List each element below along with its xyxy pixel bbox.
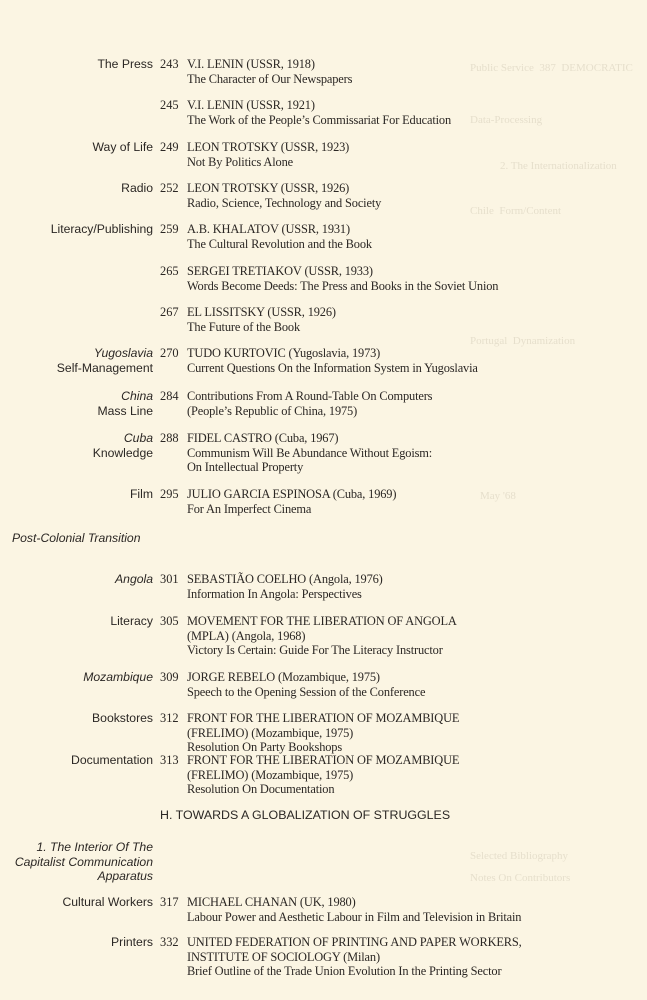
author-line: (MPLA) (Angola, 1968) — [187, 628, 306, 643]
author-line: (FRELIMO) (Mozambique, 1975) — [187, 725, 354, 740]
topic-sublabel: Knowledge — [92, 445, 153, 460]
page-number: 332 — [160, 935, 179, 949]
author-line: JORGE REBELO (Mozambique, 1975) — [187, 670, 380, 684]
page-number: 259 — [160, 222, 179, 236]
bleed-through-text: Notes On Contributors — [470, 872, 571, 884]
page-number: 243 — [160, 57, 179, 71]
bleed-through-text: Chile Form/Content — [470, 205, 562, 217]
page-number: 284 — [160, 389, 179, 403]
author-line: JULIO GARCIA ESPINOSA (Cuba, 1969) — [187, 487, 397, 501]
bleed-through-text: Portugal Dynamization — [470, 335, 576, 347]
bleed-through-text: May '68 — [480, 490, 516, 502]
title-line: Brief Outline of the Trade Union Evolution In the Printing Sector — [187, 964, 502, 979]
topic-label: Printers — [111, 935, 153, 949]
topic-label — [57, 346, 153, 375]
topic-label: Literacy — [110, 614, 153, 628]
title-line: Speech to the Opening Session of the Conference — [187, 684, 426, 699]
page-number: 252 — [160, 181, 179, 195]
bleed-through-text: Selected Bibliography — [470, 850, 569, 862]
author-line: A.B. KHALATOV (USSR, 1931) — [187, 222, 350, 236]
title-line: The Character of Our Newspapers — [187, 71, 353, 86]
title-line: Labour Power and Aesthetic Labour in Film and Television in Britain — [187, 909, 522, 924]
bleed-through-text: Public Service 387 DEMOCRATIC — [470, 62, 633, 74]
title-line: Not By Politics Alone — [187, 154, 293, 169]
page-number: 267 — [160, 305, 179, 319]
part-heading: H. TOWARDS A GLOBALIZATION OF STRUGGLES — [160, 808, 451, 822]
title-line: Radio, Science, Technology and Society — [187, 195, 382, 210]
author-line: FRONT FOR THE LIBERATION OF MOZAMBIQUE — [187, 711, 460, 725]
title-line: On Intellectual Property — [187, 460, 304, 475]
author-line: V.I. LENIN (USSR, 1921) — [187, 98, 315, 112]
topic-label: Documentation — [71, 753, 153, 767]
region-label: Cuba — [123, 431, 153, 445]
author-line: MICHAEL CHANAN (UK, 1980) — [187, 895, 356, 909]
topic-label: Bookstores — [92, 711, 153, 725]
author-line: TUDO KURTOVIC (Yugoslavia, 1973) — [187, 346, 381, 360]
page-number: 270 — [160, 346, 179, 360]
author-line: SERGEI TRETIAKOV (USSR, 1933) — [187, 264, 373, 278]
region-label: China — [121, 389, 153, 403]
topic-label — [97, 389, 153, 418]
topic-sublabel: Mass Line — [97, 403, 153, 418]
title-line: Resolution On Party Bookshops — [187, 740, 343, 755]
subsection-heading — [15, 840, 153, 884]
page-number: 295 — [160, 487, 179, 501]
page-number: 309 — [160, 670, 179, 684]
page-number: 245 — [160, 98, 179, 112]
title-line: (People’s Republic of China, 1975) — [187, 403, 358, 418]
subsection-line: Capitalist Communication — [14, 854, 153, 869]
topic-label: The Press — [97, 57, 153, 71]
subsection-line: Apparatus — [97, 869, 153, 884]
author-line: (FRELIMO) (Mozambique, 1975) — [187, 767, 354, 782]
author-line: LEON TROTSKY (USSR, 1926) — [187, 181, 350, 195]
author-line: MOVEMENT FOR THE LIBERATION OF ANGOLA — [187, 614, 457, 628]
page-number: 313 — [160, 753, 179, 767]
title-line: For An Imperfect Cinema — [187, 501, 312, 516]
page-number: 317 — [160, 895, 179, 909]
title-line: Information In Angola: Perspectives — [187, 586, 362, 601]
page-number: 301 — [160, 572, 179, 586]
title-line: Current Questions On the Information System in Yugoslavia — [187, 360, 478, 375]
bleed-through-text: Data-Processing — [470, 114, 543, 126]
topic-label: Cultural Workers — [62, 895, 153, 909]
author-line: LEON TROTSKY (USSR, 1923) — [187, 140, 350, 154]
author-line: UNITED FEDERATION OF PRINTING AND PAPER WORKERS, — [187, 935, 522, 949]
topic-label — [93, 431, 153, 460]
author-line: FIDEL CASTRO (Cuba, 1967) — [187, 431, 339, 445]
page-number: 312 — [160, 711, 179, 725]
page-number: 288 — [160, 431, 179, 445]
topic-sublabel: Self-Management — [56, 360, 153, 375]
title-line: The Cultural Revolution and the Book — [187, 236, 372, 251]
page-number: 265 — [160, 264, 179, 278]
title-line: Resolution On Documentation — [187, 782, 335, 797]
title-line: Communism Will Be Abundance Without Egoism: — [187, 445, 433, 460]
bleed-through-text: 2. The Internationalization — [500, 160, 617, 172]
title-line: Victory Is Certain: Guide For The Literacy Instructor — [187, 643, 443, 658]
subsection-line: 1. The Interior Of The — [36, 840, 153, 854]
page-number: 249 — [160, 140, 179, 154]
section-heading: Post-Colonial Transition — [12, 531, 141, 545]
region-label: Yugoslavia — [93, 346, 153, 360]
author-line: EL LISSITSKY (USSR, 1926) — [187, 305, 336, 319]
region-label: Mozambique — [83, 670, 153, 684]
topic-label: Radio — [121, 181, 153, 195]
title-line: Contributions From A Round-Table On Computers — [187, 389, 433, 403]
author-line: SEBASTIÃO COELHO (Angola, 1976) — [187, 572, 383, 586]
author-line: V.I. LENIN (USSR, 1918) — [187, 57, 315, 71]
region-label: Angola — [115, 572, 153, 586]
topic-label: Literacy/Publishing — [50, 222, 153, 236]
title-line: The Work of the People’s Commissariat For Education — [187, 112, 452, 127]
topic-label: Film — [129, 487, 153, 501]
author-line: INSTITUTE OF SOCIOLOGY (Milan) — [187, 949, 380, 964]
title-line: Words Become Deeds: The Press and Books in the Soviet Union — [187, 278, 499, 293]
page-number: 305 — [160, 614, 179, 628]
author-line: FRONT FOR THE LIBERATION OF MOZAMBIQUE — [187, 753, 460, 767]
topic-label: Way of Life — [92, 140, 153, 154]
title-line: The Future of the Book — [187, 319, 301, 334]
